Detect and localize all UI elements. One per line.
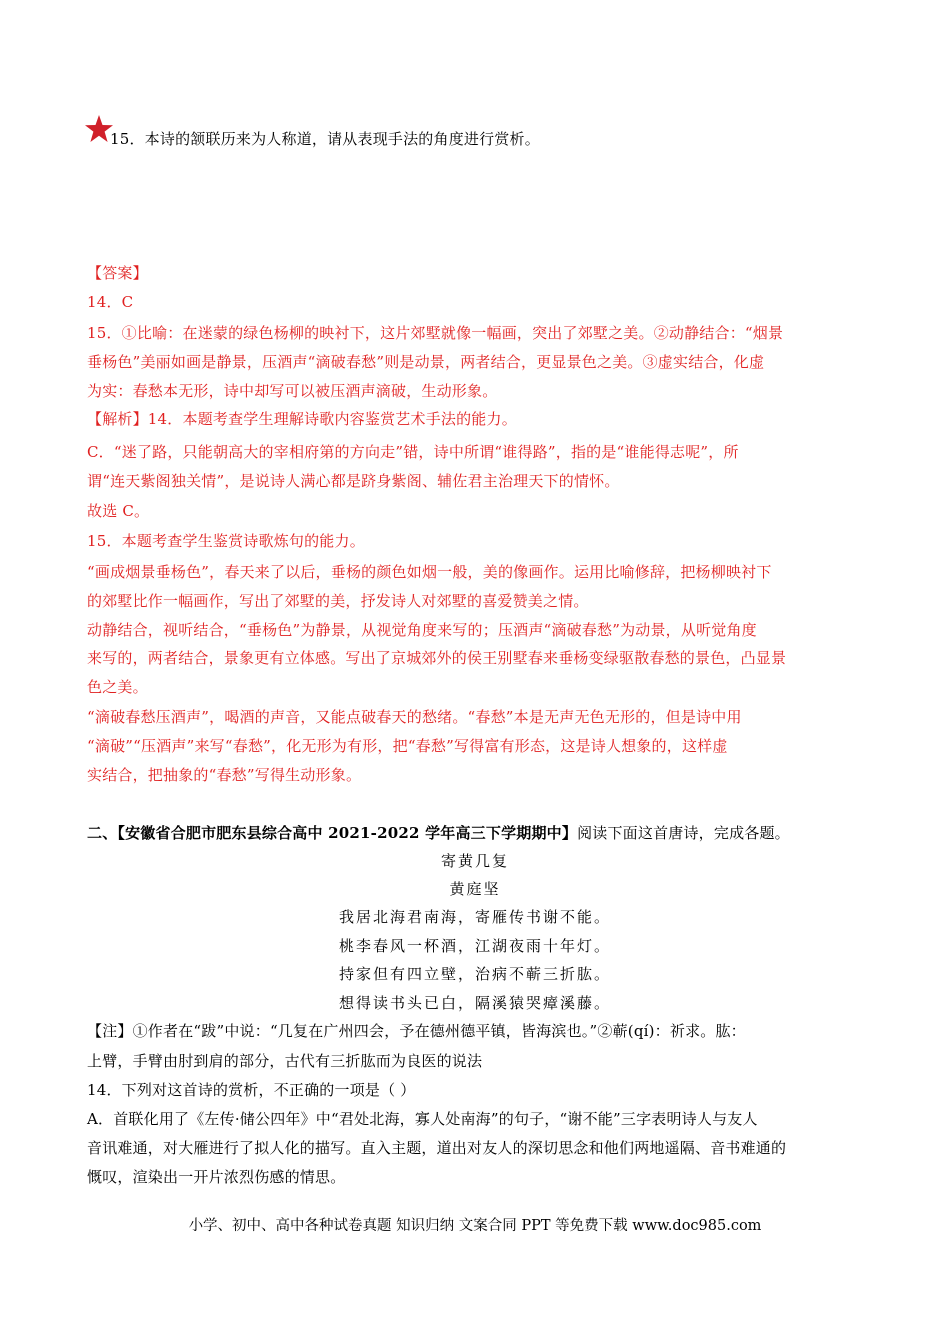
section-2-source: 【安徽省合肥市肥东县综合高中 2021-2022 学年高三下学期期中】 [117, 824, 578, 842]
section-2-instruction: 阅读下面这首唐诗，完成各题。 [577, 824, 790, 842]
section-2-heading [87, 822, 790, 844]
answer-15-line: 为实：春愁本无形，诗中却写可以被压酒声滴破，生动形象。 [87, 382, 498, 400]
poem-line: 桃李春风一杯酒，江湖夜雨十年灯。 [338, 937, 611, 955]
poem-line: 我居北海君南海，寄雁传书谢不能。 [338, 908, 611, 926]
analysis-line: C．“迷了路，只能朝高大的宰相府第的方向走”错，诗中所谓“谁得路”，指的是“谁能得志呢”，所 [87, 443, 739, 461]
footer: 小学、初中、高中各种试卷真题 知识归纳 文案合同 PPT 等免费下载 www.doc985.com [188, 1218, 762, 1234]
option-a-line: A．首联化用了《左传·储公四年》中“君处北海，寡人处南海”的句子，“谢不能”三字表明诗人与友人 [87, 1110, 758, 1128]
question-14: 14．下列对这首诗的赏析，不正确的一项是（ ） [87, 1081, 416, 1099]
note-line: 【注】①作者在“跋”中说：“几复在广州四会，予在德州德平镇，皆海滨也。”②蕲(qí)：祈求。肱： [87, 1022, 746, 1040]
section-2-prefix: 二、 [87, 824, 118, 842]
answer-14: 14．C [87, 293, 134, 311]
question-15: 15．本诗的颔联历来为人称道，请从表现手法的角度进行赏析。 [110, 130, 540, 148]
option-a-line: 音讯难通，对大雁进行了拟人化的描写。直入主题，道出对友人的深切思念和他们两地遥隔、音书难通的 [87, 1139, 787, 1157]
analysis-line: “滴破”“压酒声”来写“春愁”，化无形为有形，把“春愁”写得富有形态，这是诗人想象的，这样虚 [87, 737, 728, 755]
answer-header: 【答案】 [87, 264, 148, 282]
poem-author: 黄庭坚 [449, 880, 501, 898]
analysis-line: 15．本题考查学生鉴赏诗歌炼句的能力。 [87, 532, 365, 550]
analysis-line: 来写的，两者结合，景象更有立体感。写出了京城郊外的侯王别墅春来垂杨变绿驱散春愁的景色，凸显景 [87, 649, 787, 667]
analysis-line: 【解析】14．本题考查学生理解诗歌内容鉴赏艺术手法的能力。 [87, 410, 517, 428]
analysis-line: 实结合，把抽象的“春愁”写得生动形象。 [87, 766, 362, 784]
poem-line: 想得读书头已白，隔溪猿哭瘴溪藤。 [338, 994, 611, 1012]
analysis-line: 的郊墅比作一幅画作，写出了郊墅的美，抒发诗人对郊墅的喜爱赞美之情。 [87, 592, 589, 610]
poem-line: 持家但有四立壁，治病不蕲三折肱。 [338, 965, 611, 983]
poem-title: 寄黄几复 [440, 852, 509, 870]
analysis-line: “画成烟景垂杨色”，春天来了以后，垂杨的颜色如烟一般，美的像画作。运用比喻修辞，把杨柳映衬下 [87, 563, 772, 581]
answer-15-line: 垂杨色”美丽如画是静景，压酒声“滴破春愁”则是动景，两者结合，更显景色之美。③虚实结合，化虚 [87, 353, 765, 371]
analysis-line: 动静结合，视听结合，“垂杨色”为静景，从视觉角度来写的；压酒声“滴破春愁”为动景，从听觉角度 [87, 621, 757, 639]
analysis-line: 谓“连天紫阁独关情”，是说诗人满心都是跻身紫阁、辅佐君主治理天下的情怀。 [87, 472, 620, 490]
analysis-line: 色之美。 [87, 678, 148, 696]
option-a-line: 慨叹，渲染出一开片浓烈伤感的情思。 [87, 1168, 346, 1186]
note-line: 上臂，手臂由肘到肩的部分，古代有三折肱而为良医的说法 [87, 1052, 483, 1070]
answer-15-line: 15．①比喻：在迷蒙的绿色杨柳的映衬下，这片郊墅就像一幅画，突出了郊墅之美。②动静结合：“烟景 [87, 324, 784, 342]
analysis-line: “滴破春愁压酒声”，喝酒的声音，又能点破春天的愁绪。“春愁”本是无声无色无形的，但是诗中用 [87, 708, 742, 726]
analysis-line: 故选 C。 [87, 502, 150, 520]
